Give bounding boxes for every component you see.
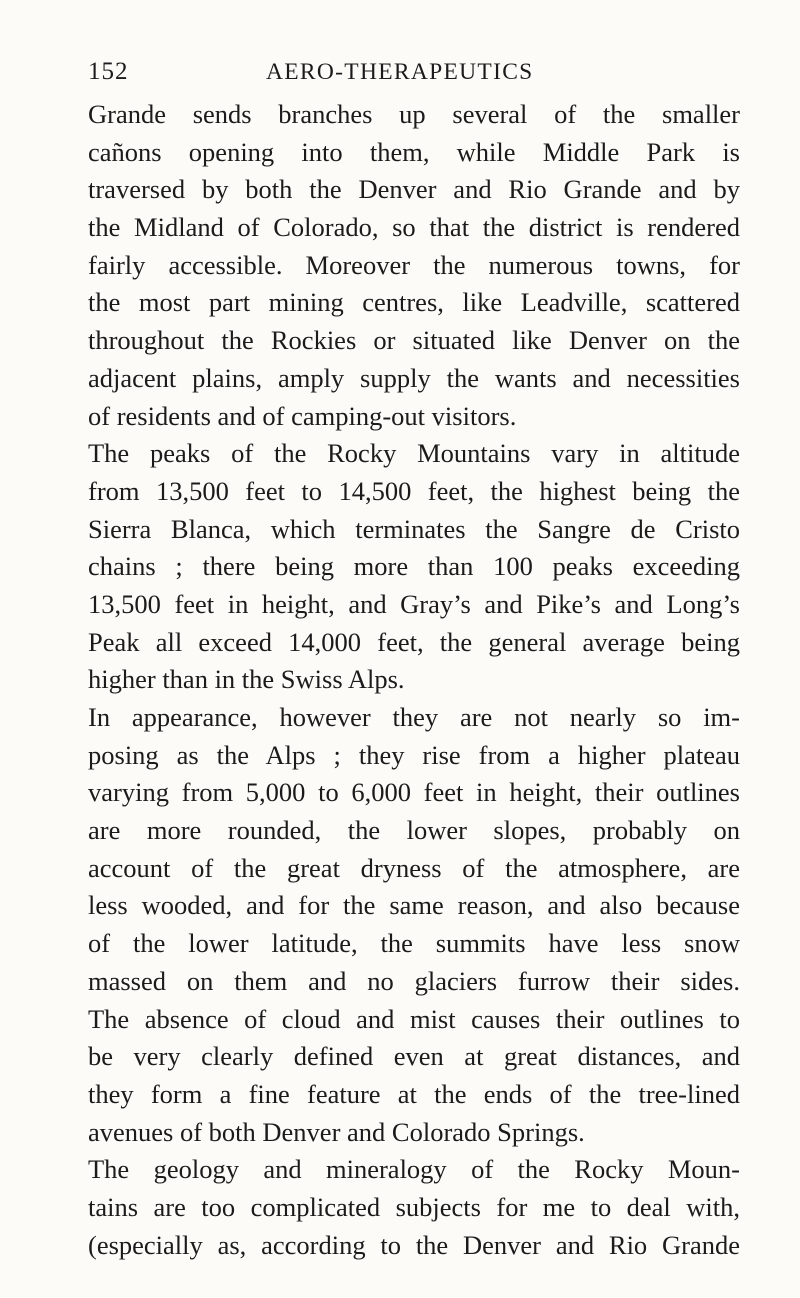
text-line: In appearance, however they are not nearly so im- bbox=[88, 702, 740, 732]
paragraph-end-line: higher than in the Swiss Alps. bbox=[88, 664, 405, 695]
page-number: 152 bbox=[88, 58, 129, 85]
text-line: from 13,500 feet to 14,500 feet, the highest being the bbox=[88, 475, 740, 506]
text-line: are more rounded, the lower slopes, probably on bbox=[88, 815, 740, 846]
text-line: Grande sends branches up several of the smaller bbox=[88, 99, 740, 129]
text-line: traversed by both the Denver and Rio Grande and by bbox=[88, 174, 740, 205]
paragraph-end-line: of residents and of camping-out visitors. bbox=[88, 400, 517, 431]
running-head: AERO-THERAPEUTICS bbox=[266, 59, 534, 85]
text-line: massed on them and no glaciers furrow their sides. bbox=[88, 965, 740, 996]
text-line: posing as the Alps ; they rise from a higher plateau bbox=[88, 739, 740, 770]
text-line: chains ; there being more than 100 peaks exceeding bbox=[88, 551, 740, 582]
text-line: cañons opening into them, while Middle Park is bbox=[88, 136, 740, 167]
text-line: they form a fine feature at the ends of the tree-lined bbox=[88, 1078, 740, 1109]
text-line: The absence of cloud and mist causes their outlines to bbox=[88, 1003, 740, 1034]
text-line: The peaks of the Rocky Mountains vary in altitude bbox=[88, 438, 740, 469]
text-line: varying from 5,000 to 6,000 feet in height, their outlines bbox=[88, 777, 740, 808]
text-line: fairly accessible. Moreover the numerous towns, for bbox=[88, 249, 740, 280]
text-line: throughout the Rockies or situated like Denver on the bbox=[88, 325, 740, 356]
text-line: be very clearly defined even at great distances, and bbox=[88, 1041, 740, 1072]
text-line: Peak all exceed 14,000 feet, the general average being bbox=[88, 626, 740, 657]
page-header bbox=[88, 54, 720, 90]
text-line: the most part mining centres, like Leadville, scattered bbox=[88, 287, 740, 318]
paragraph-end-line: avenues of both Denver and Colorado Springs. bbox=[88, 1116, 585, 1147]
text-line: 13,500 feet in height, and Gray’s and Pike’s and Long’s bbox=[88, 588, 740, 619]
text-line: adjacent plains, amply supply the wants and necessities bbox=[88, 362, 740, 393]
text-line: less wooded, and for the same reason, and also because bbox=[88, 890, 740, 921]
text-line: the Midland of Colorado, so that the district is rendered bbox=[88, 212, 740, 243]
text-line: Sierra Blanca, which terminates the Sangre de Cristo bbox=[88, 513, 740, 544]
text-line: The geology and mineralogy of the Rocky Moun- bbox=[88, 1154, 740, 1185]
text-line: (especially as, according to the Denver and Rio Grande bbox=[88, 1229, 740, 1260]
text-line: of the lower latitude, the summits have less snow bbox=[88, 928, 740, 959]
text-line: account of the great dryness of the atmosphere, are bbox=[88, 852, 740, 883]
body-text bbox=[88, 96, 740, 1264]
text-line: tains are too complicated subjects for me to deal with, bbox=[88, 1191, 740, 1222]
